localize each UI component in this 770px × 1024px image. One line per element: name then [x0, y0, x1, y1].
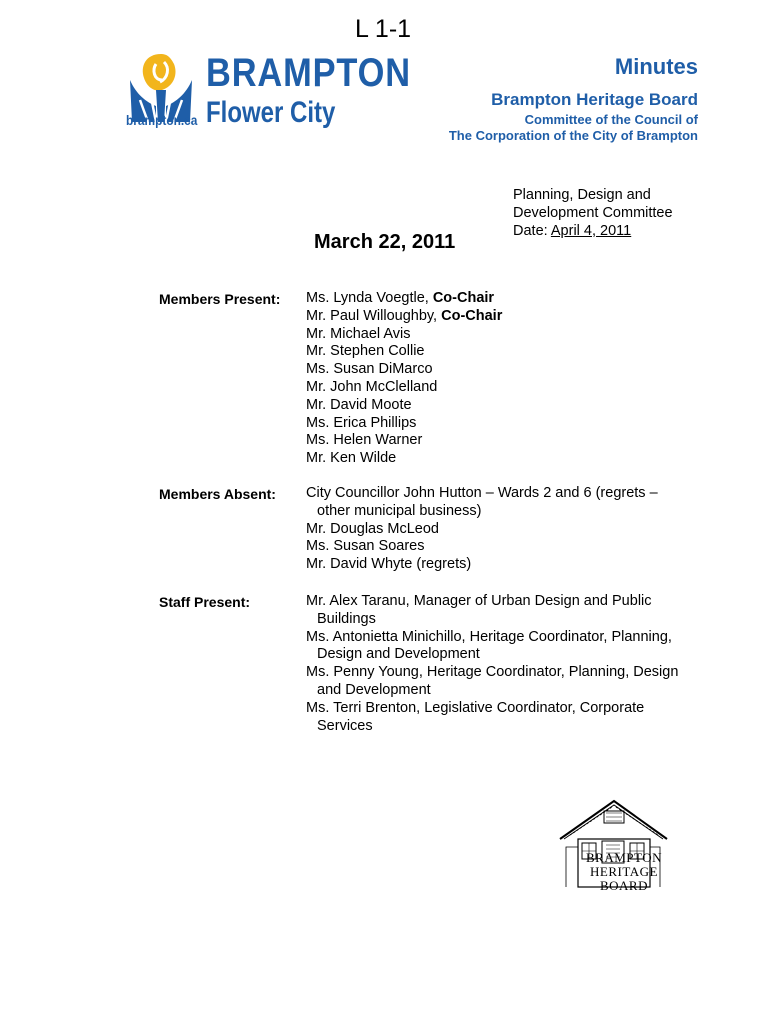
list-item: Ms. Erica Phillips	[306, 414, 417, 431]
members-present-list	[306, 290, 686, 468]
committee-note	[513, 186, 673, 240]
members-absent-list	[306, 485, 686, 574]
logo-tagline: Flower City	[206, 96, 336, 129]
list-item: Ms. Antonietta Minichillo, Heritage Coordinator, Planning, Design and Development	[306, 628, 672, 663]
list-item: Ms. Penny Young, Heritage Coordinator, Planning, Design and Development	[306, 664, 679, 698]
committee-note-line1: Planning, Design and	[513, 187, 651, 203]
staff-present-list	[306, 593, 686, 735]
header-subtitle-line1: Committee of the Council of	[524, 112, 698, 127]
logo-url: brampton.ca	[126, 112, 198, 128]
list-item: Mr. David Moote	[306, 396, 412, 413]
committee-note-date	[513, 222, 673, 240]
members-absent-label: Members Absent:	[159, 486, 276, 502]
committee-date-label: Date:	[513, 223, 551, 239]
header-subtitle-line2: The Corporation of the City of Brampton	[448, 128, 698, 143]
list-item: Mr. Alex Taranu, Manager of Urban Design and Public Buildings	[306, 593, 652, 627]
list-item: Ms. Susan Soares	[306, 538, 425, 555]
meeting-date: March 22, 2011	[314, 231, 456, 253]
list-item: Mr. David Whyte (regrets)	[306, 556, 472, 573]
list-item: Ms. Susan DiMarco	[306, 361, 433, 378]
list-item: Mr. Paul Willoughby, Co-Chair	[306, 307, 503, 324]
heritage-board-stamp	[556, 797, 671, 897]
list-item: Mr. Stephen Collie	[306, 343, 425, 360]
list-item: Mr. Ken Wilde	[306, 450, 397, 467]
list-item: Ms. Lynda Voegtle, Co-Chair	[306, 290, 495, 306]
list-item: Mr. Douglas McLeod	[306, 520, 439, 537]
committee-note-line2: Development Committee	[513, 205, 673, 221]
members-present-label: Members Present:	[159, 291, 281, 307]
list-item: City Councillor John Hutton – Wards 2 and 6 (regrets – other municipal business)	[306, 485, 658, 519]
committee-date-value: April 4, 2011	[550, 223, 632, 239]
list-item: Ms. Terri Brenton, Legislative Coordinator, Corporate Services	[306, 699, 645, 734]
logo-wordmark: BRAMPTON	[206, 51, 412, 95]
document-title: Minutes	[614, 54, 698, 79]
stamp-text: BRAMPTON HERITAGE BOARD	[585, 850, 662, 893]
staff-present-label: Staff Present:	[159, 594, 251, 610]
page-label: L 1-1	[355, 15, 412, 43]
list-item: Mr. John McClelland	[306, 378, 438, 395]
board-name: Brampton Heritage Board	[491, 90, 698, 109]
list-item: Ms. Helen Warner	[306, 432, 423, 449]
list-item: Mr. Michael Avis	[306, 325, 411, 342]
brampton-logo	[126, 50, 412, 140]
